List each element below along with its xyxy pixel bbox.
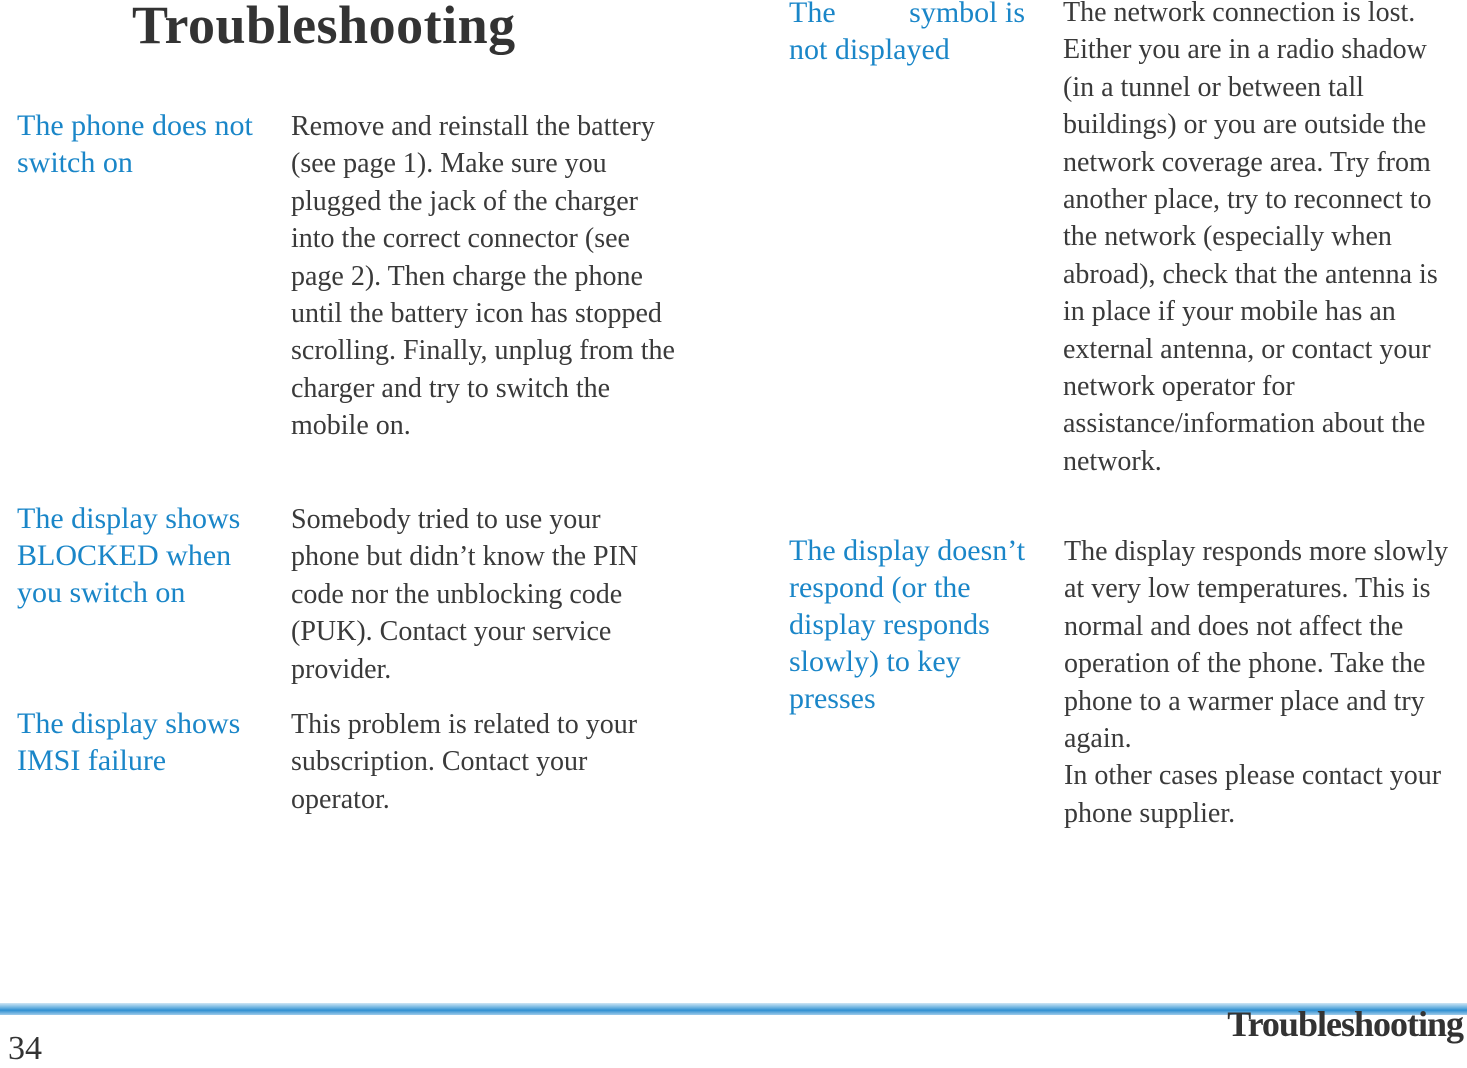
answer-display-not-respond [1064,533,1459,832]
question-line: The display shows [17,707,241,740]
question-line: IMSI failure [17,744,167,777]
answer-paragraph-extra: In other cases please contact your phone supplier. [1064,760,1442,829]
question-symbol-not-displayed [789,0,1025,68]
question-display-blocked [17,500,257,611]
answer-imsi-failure: This problem is related to your subscription. Contact your operator. [291,709,638,815]
footer-title: Troubleshooting [1227,1004,1463,1044]
question-line: respond (or the display responds slowly) to key presses [789,571,990,715]
question-line: not displayed [789,33,950,66]
question-line [789,0,1025,31]
answer-phone-not-switch-on: Remove and reinstall the battery (see page 1). Make sure you plugged the jack of the charger into the correct connector (see page 2). Then charge the phone until the battery icon has stopped scrolling. Finally, unplug from the charger and try to switch the mobile on. [291,111,675,442]
question-phone-not-switch-on [17,107,257,181]
question-word: The [789,0,836,29]
question-line: The display shows [17,502,241,535]
page-number: 34 [8,1030,42,1067]
question-imsi-failure [17,705,257,779]
question-display-not-respond [789,532,1039,717]
question-line: BLOCKED when [17,539,232,572]
question-word: symbol is [909,0,1025,29]
page-title: Troubleshooting [132,0,516,55]
question-line: you switch on [17,576,186,609]
question-line: The display doesn’t [789,534,1026,567]
answer-display-blocked: Somebody tried to use your phone but didn’t know the PIN code nor the unblocking code (PUK). Contact your service provider. [291,504,639,685]
question-text: The phone does not switch on [17,109,253,179]
answer-paragraph: The display responds more slowly at very low temperatures. This is normal and does not affect the operation of the phone. Take the phone to a warmer place and try again. [1064,536,1449,755]
answer-symbol-not-displayed: The network connection is lost. Either you are in a radio shadow (in a tunnel or between tall buildings) or you are outside the network coverage area. Try from another place, try to reconnect to the network (especially when abroad), check that the antenna is in place if your mobile has an external antenna, or contact your network operator for assistance/information about the network. [1063,0,1438,477]
